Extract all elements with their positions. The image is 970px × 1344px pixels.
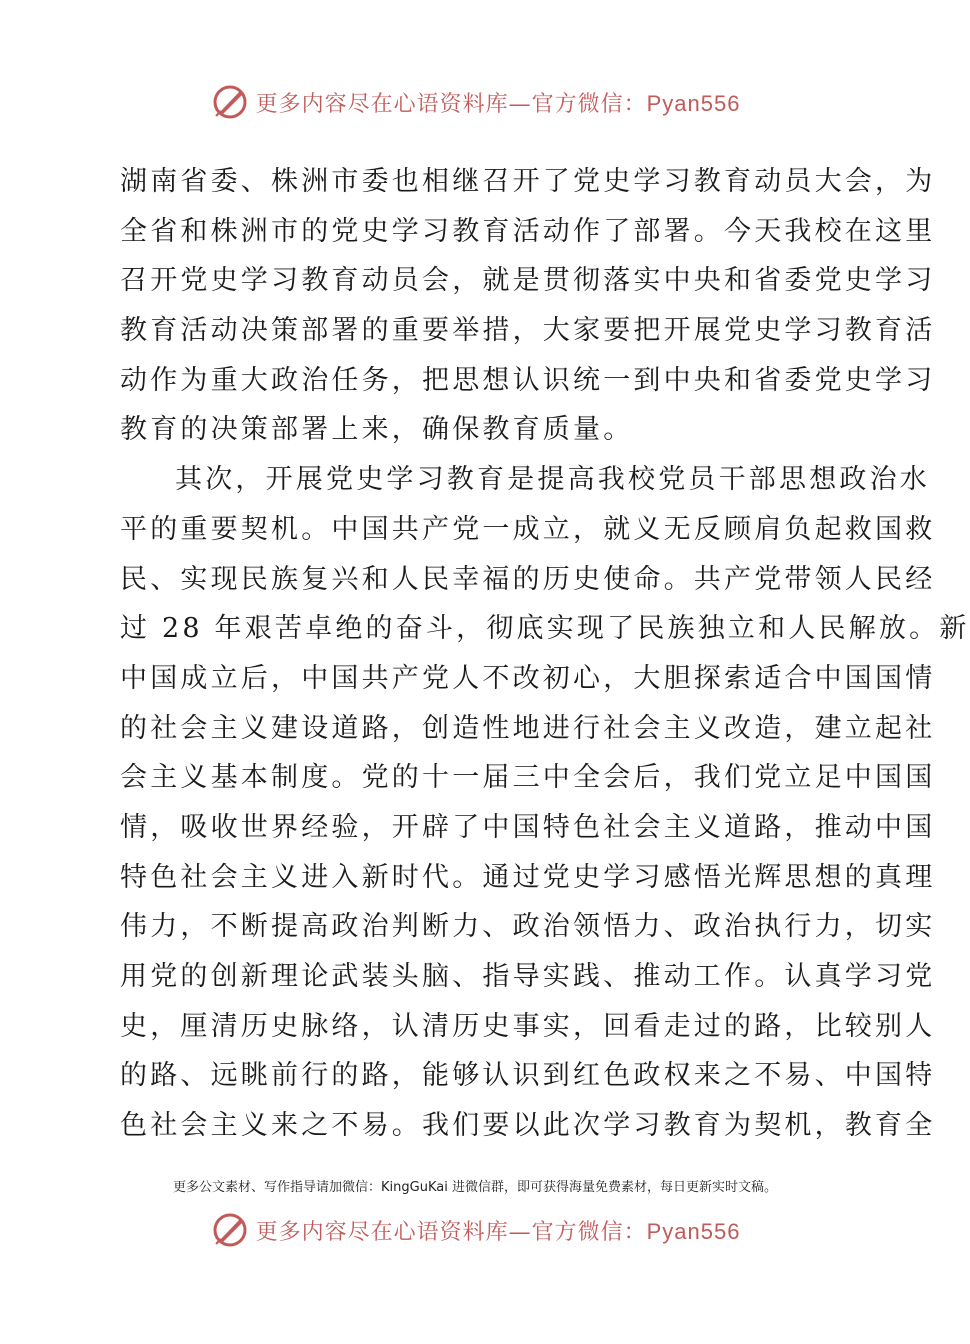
- text-line: 教育活动决策部署的重要举措，大家要把开展党史学习教育活: [120, 315, 936, 347]
- text-line: 召开党史学习教育动员会，就是贯彻落实中央和省委党史学习: [120, 265, 936, 297]
- text-line: 过 28 年艰苦卓绝的奋斗，彻底实现了民族独立和人民解放。新: [120, 613, 970, 645]
- text-line: 情，吸收世界经验，开辟了中国特色社会主义道路，推动中国: [120, 811, 936, 843]
- text-line: 伟力，不断提高政治判断力、政治领悟力、政治执行力，切实: [120, 911, 936, 943]
- footer-banner-text: 更多内容尽在心语资料库—官方微信：Pyan556: [255, 1218, 741, 1245]
- text-line: 平的重要契机。中国共产党一成立，就义无反顾肩负起救国救: [120, 513, 936, 545]
- text-line: 用党的创新理论武装头脑、指导实践、推动工作。认真学习党: [120, 961, 936, 992]
- text-line: 民、实现民族复兴和人民幸福的历史使命。共产党带领人民经: [120, 563, 936, 595]
- text-line: 全省和株洲市的党史学习教育活动作了部署。今天我校在这里: [120, 215, 936, 247]
- text-line: 特色社会主义进入新时代。通过党史学习感悟光辉思想的真理: [120, 861, 936, 893]
- footer-banner: [0, 1208, 950, 1252]
- text-line: 的社会主义建设道路，创造性地进行社会主义改造，建立起社: [120, 712, 936, 744]
- text-line: 色社会主义来之不易。我们要以此次学习教育为契机，教育全: [120, 1110, 936, 1142]
- footer-wechat-id: Pyan556: [646, 1218, 741, 1244]
- text-line: 动作为重大政治任务，把思想认识统一到中央和省委党史学习: [120, 364, 936, 396]
- text-line: 中国成立后，中国共产党人不改初心，大胆探索适合中国国情: [120, 662, 936, 694]
- text-line: 其次，开展党史学习教育是提高我校党员干部思想政治水: [175, 464, 930, 496]
- quill-logo-icon: [210, 1210, 250, 1250]
- document-body: [120, 157, 970, 1151]
- footer-note: 更多公文素材、写作指导请加微信：KingGuKai 进微信群，即可获得海量免费素材，每日更新实时文稿。: [173, 1180, 777, 1195]
- text-line: 湖南省委、株洲市委也相继召开了党史学习教育动员大会，为: [120, 166, 936, 197]
- quill-logo-icon: [210, 82, 250, 122]
- header-wechat-id: Pyan556: [646, 90, 741, 116]
- header-banner-text: 更多内容尽在心语资料库—官方微信：Pyan556: [255, 90, 741, 117]
- header-banner: [0, 80, 950, 124]
- text-line: 教育的决策部署上来，确保教育质量。: [120, 414, 634, 446]
- text-line: 史，厘清历史脉络，认清历史事实，回看走过的路，比较别人: [120, 1010, 936, 1042]
- text-line: 的路、远眺前行的路，能够认识到红色政权来之不易、中国特: [120, 1060, 936, 1092]
- text-line: 会主义基本制度。党的十一届三中全会后，我们党立足中国国: [120, 762, 936, 794]
